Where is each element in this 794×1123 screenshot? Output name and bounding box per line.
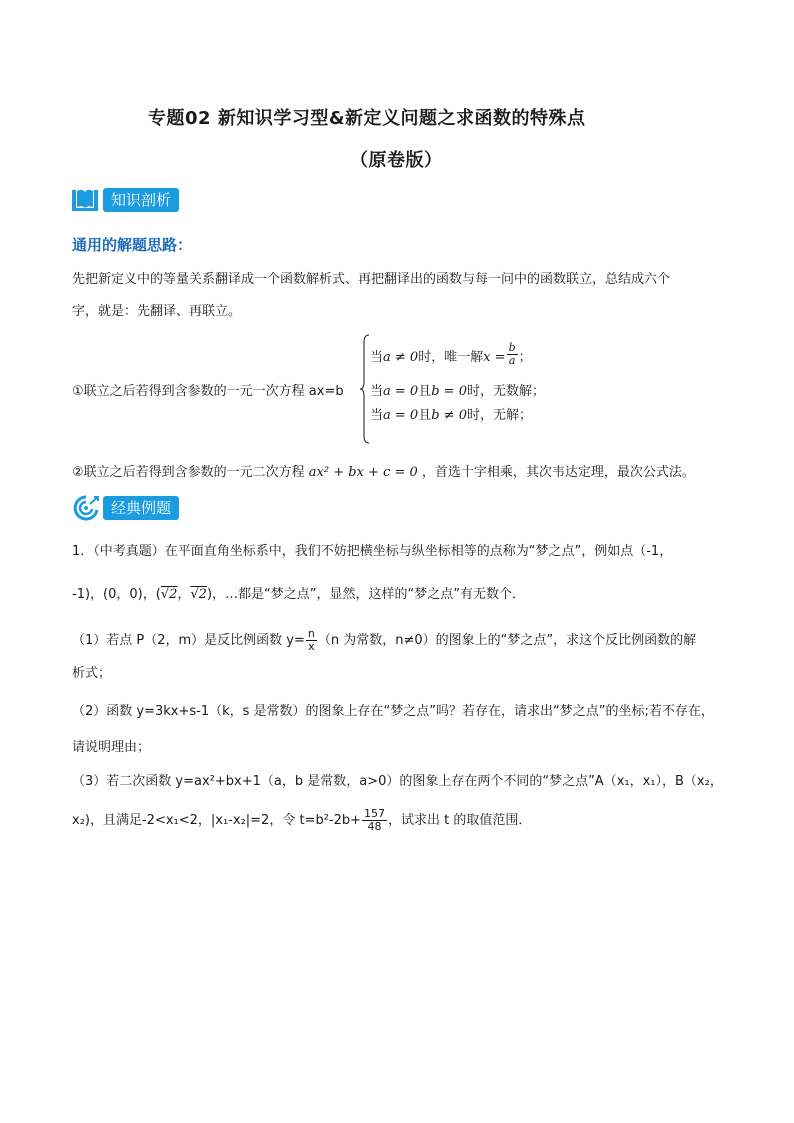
intro-line-1: 先把新定义中的等量关系翻译成一个函数解析式、再把翻译出的函数与每一问中的函数联立，总结成六个 bbox=[72, 272, 671, 287]
swirl-icon bbox=[70, 494, 100, 522]
item1-lead: ①联立之后若得到含参数的一元一次方程 ax=b bbox=[72, 384, 344, 399]
book-icon bbox=[70, 186, 100, 212]
problem-line-2: -1)，(0，0)，(√2，√2)，…都是“梦之点”，显然，这样的“梦之点”有无数个． bbox=[72, 587, 525, 602]
case-2: 当a = 0且b = 0时，无数解； bbox=[370, 384, 545, 399]
problem-line-1: 1．（中考真题）在平面直角坐标系中，我们不妨把横坐标与纵坐标相等的点称为“梦之点”，例如点（-1， bbox=[72, 544, 673, 559]
case-3: 当a = 0且b ≠ 0时，无解； bbox=[370, 408, 532, 423]
question-2-line-1: （2）函数 y=3kx+s-1（k，s 是常数）的图象上存在“梦之点”吗？若存在，请求出“梦之点”的坐标;若不存在， bbox=[72, 704, 714, 719]
document-title: 专题02 新知识学习型&新定义问题之求函数的特殊点 bbox=[148, 108, 586, 129]
intro-line-2: 字，就是：先翻译、再联立。 bbox=[72, 304, 242, 319]
question-2-line-2: 请说明理由； bbox=[72, 740, 151, 755]
document-subtitle: （原卷版） bbox=[350, 150, 443, 171]
section-heading: 通用的解题思路： bbox=[72, 236, 193, 254]
question-3-line-1: （3）若二次函数 y=ax²+bx+1（a，b 是常数，a>0）的图象上存在两个不同的“梦之点”A（x₁，x₁），B（x₂， bbox=[72, 774, 723, 789]
section-badge-knowledge: 知识剖析 bbox=[103, 188, 179, 212]
case-1: 当a ≠ 0时，唯一解x = $\frac{b}{a}$ ； bbox=[370, 341, 532, 367]
section-badge-examples: 经典例题 bbox=[103, 496, 179, 520]
question-1: （1）若点 P（2，m）是反比例函数 y= $\frac{n}{x}$ （n 为常数，n≠0）的图象上的“梦之点”，求这个反比例函数的解 bbox=[72, 627, 697, 653]
question-1-line-2: 析式； bbox=[72, 666, 112, 681]
brace bbox=[360, 334, 370, 444]
item2: ②联立之后若得到含参数的一元二次方程 ax² + bx + c = 0 ，首选十字相乘，其次韦达定理，最次公式法。 bbox=[72, 465, 695, 480]
question-3-line-2: x₂)，且满足-2<x₁<2，|x₁-x₂|=2，令 t=b²-2b+ $\frac{157}{48}$ ，试求出 t 的取值范围． bbox=[72, 807, 532, 833]
